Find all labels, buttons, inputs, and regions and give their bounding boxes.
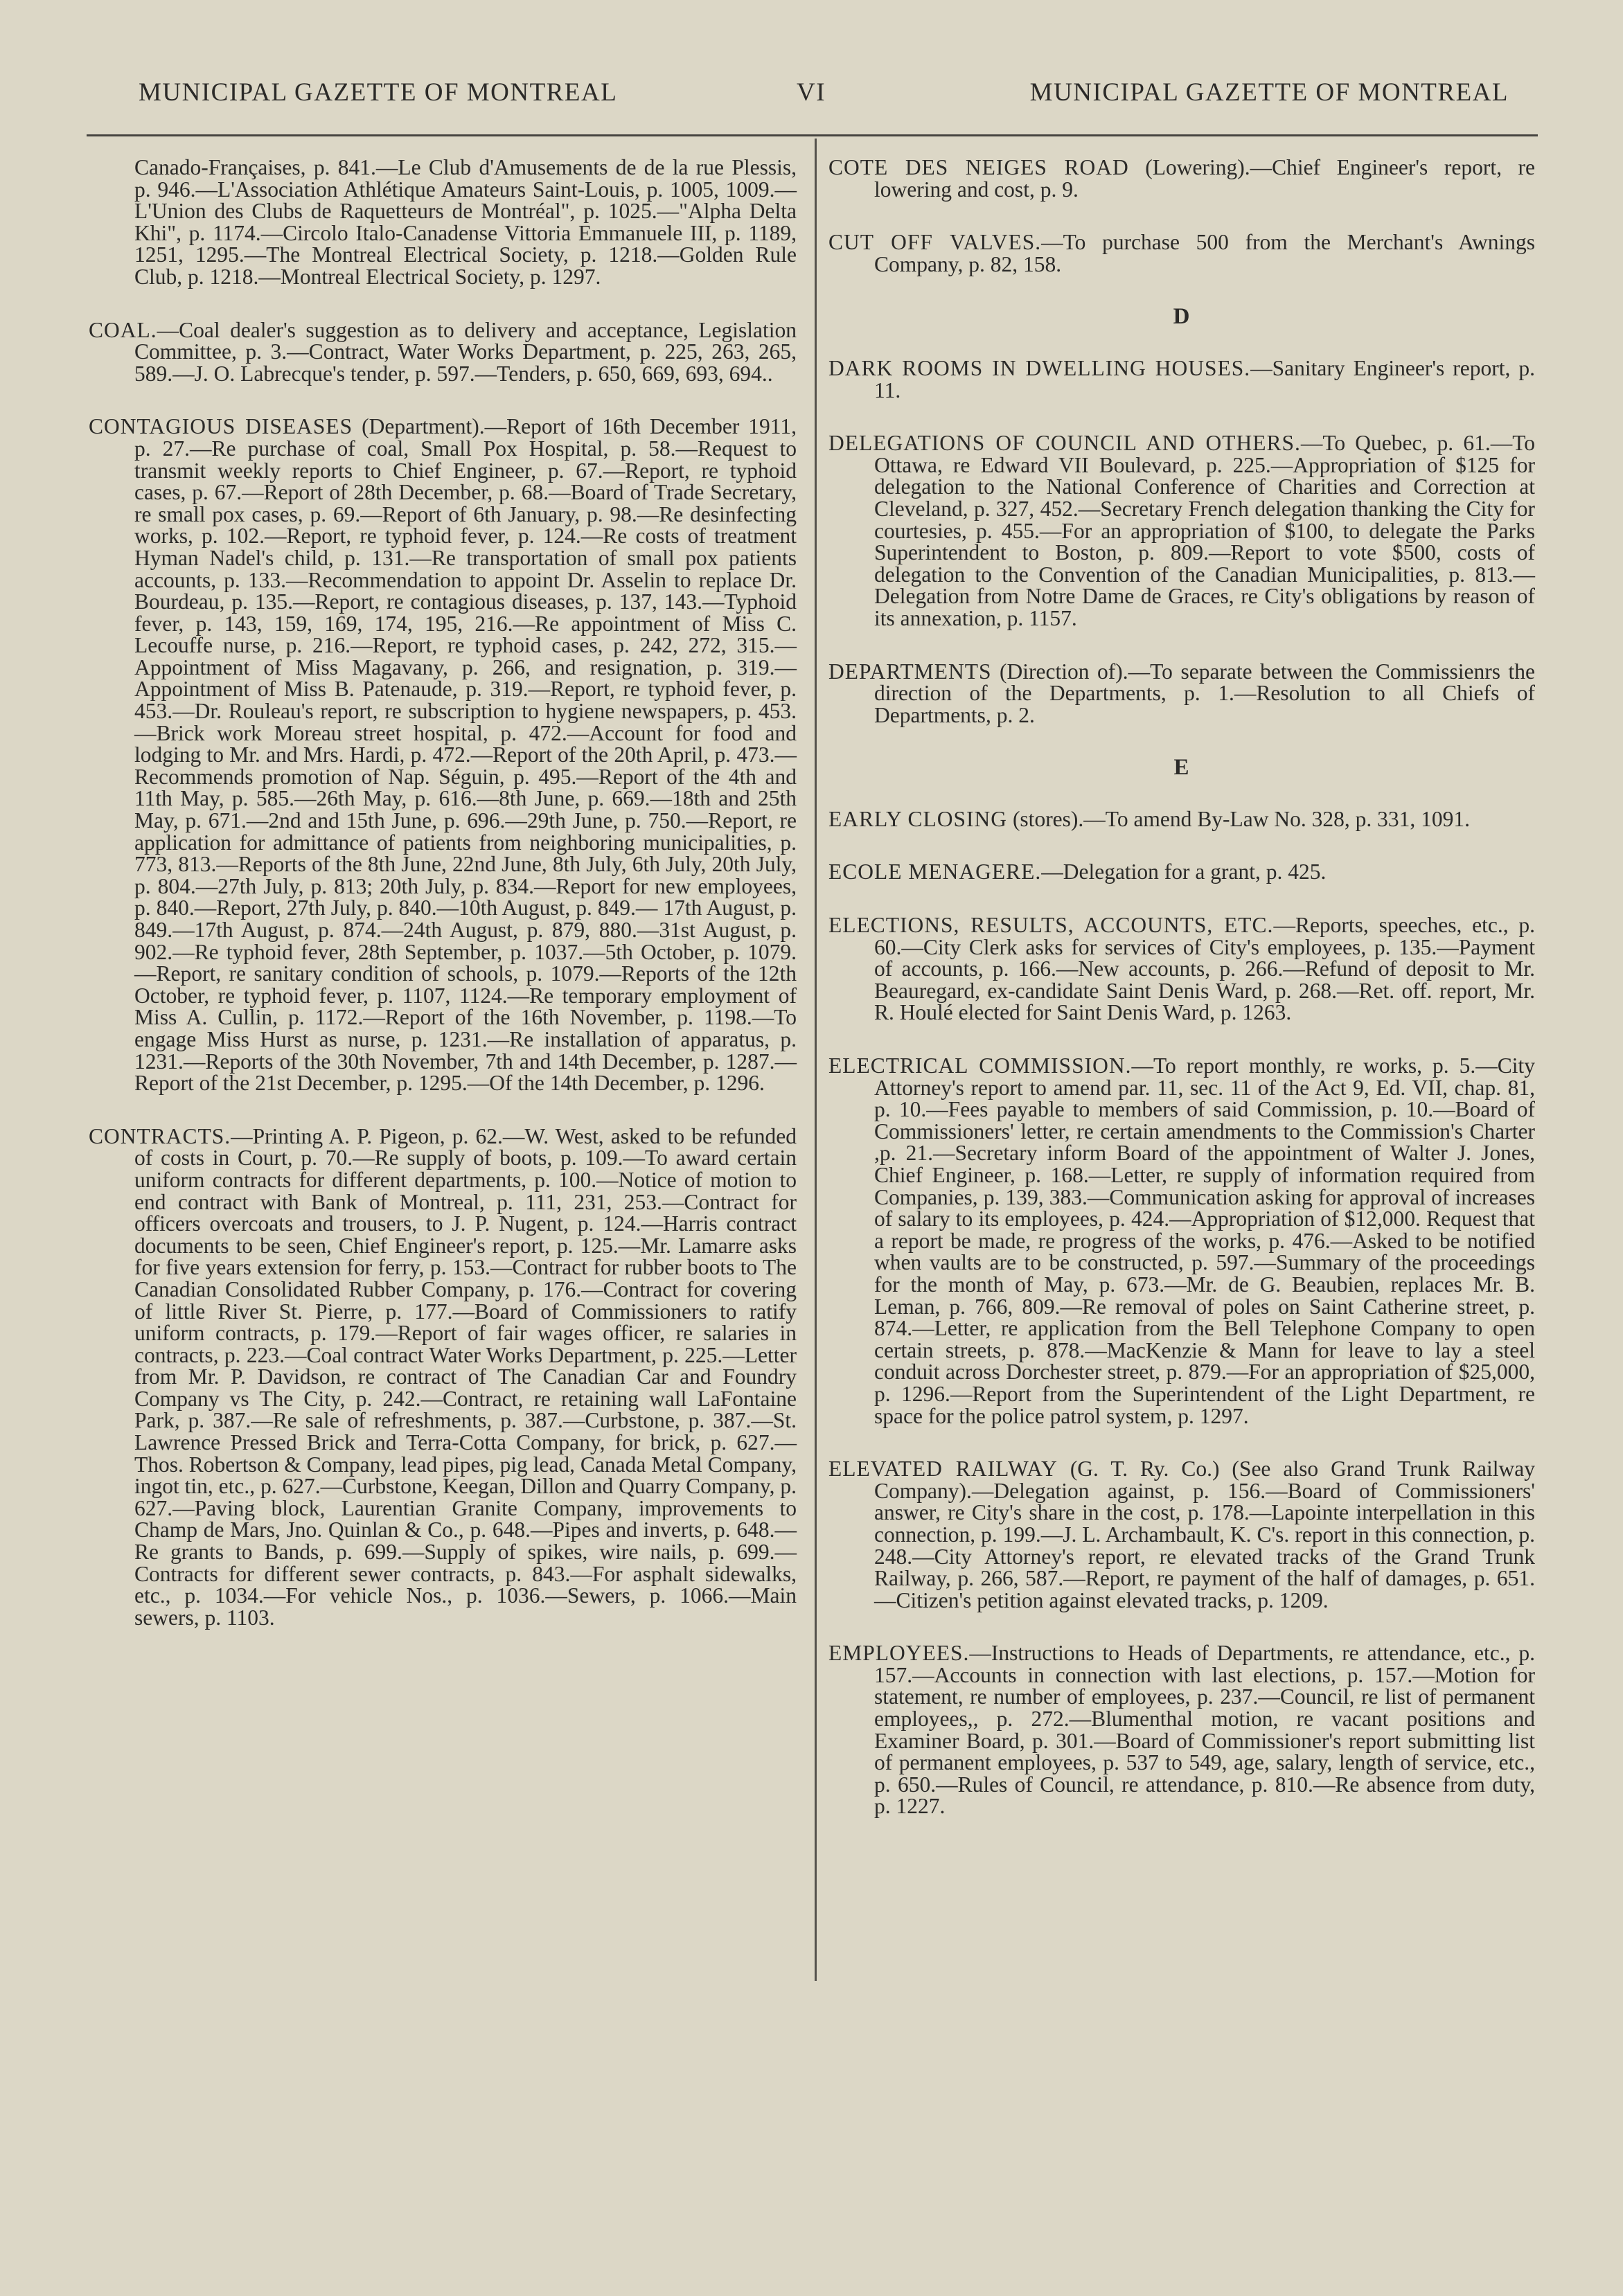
entry-text: —Printing A. P. Pigeon, p. 62.—W. West, asked to be refunded of costs in Court, p. 70.—Re supply of boots, p. 109.—To award certain uniform contracts for different departments, p. 100.—Notice of motion to end contract with Bank of Montreal, p. 111, 231, 253.—Contract for officers overcoats and trousers, to J. P. Nugent, p. 124.—Harris contract documents to be seen, Chief Engineer's report, p. 125.—Mr. Lamarre asks for five years extension for ferry, p. 153.—Contract for rubber boots to The Canadian Consolidated Rubber Company, p. 176.—Contract for covering of little River St. Pierre, p. 177.—Board of Commissioners to ratify uniform contracts, p. 179.—Report of fair wages officer, re salaries in contracts, p. 223.—Coal contract Water Works Department, p. 225.—Letter from Mr. P. Davidson, re contract of The Canadian Car and Foundry Company vs The City, p. 242.—Contract, re retaining wall LaFontaine Park, p. 387.—Re sale of refreshments, p. 387.—Curbstone, p. 387.—St. Lawrence Pressed Brick and Terra-Cotta Company, for brick, p. 627.—Thos. Robertson & Company, lead pipes, pig lead, Canada Metal Company, ingot tin, etc., p. 627.—Curbstone, Keegan, Dillon and Quarry Company, p. 627.—Paving block, Laurentian Granite Company, improvements to Champ de Mars, Jno. Quinlan & Co., p. 648.—Pipes and inverts, p. 648.—Re grants to Bands, p. 699.—Supply of spikes, wire nails, p. 699.—Contracts for different sewer contracts, p. 843.—For asphalt sidewalks, etc., p. 1034.—For vehicle Nos., p. 1036.—Sewers, p. 1066.—Main sewers, p. 1103. — [134, 1123, 797, 1630]
index-entry — [828, 861, 1535, 883]
entry-heading: CONTAGIOUS DISEASES — [89, 414, 353, 439]
entry-text: Canado-Françaises, p. 841.—Le Club d'Amusements de de la rue Plessis, p. 946.—L'Association Athlétique Amateurs Saint-Louis, p. 1005, 1009.—L'Union des Clubs de Raquetteurs de Montréal", p. 1025.—"Alpha Delta Khi", p. 1174.—Circolo Italo-Canadense Vittoria Emmanuele III, p. 1189, 1251, 1295.—The Montreal Electrical Society, p. 1218.—Golden Rule Club, p. 1218.—Montreal Electrical Society, p. 1297. — [134, 155, 797, 289]
entry-text: —To report monthly, re works, p. 5.—City Attorney's report to amend par. 11, sec. 11 of the Act 9, Ed. VII, chap. 81, p. 10.—Fees payable to members of said Commission, p. 10.—Board of Commissioners' letter, re certain amendments to the Commission's Charter ,p. 21.—Secretary inform Board of the appointment of Walter J. Jones, Chief Engineer, p. 168.—Letter, re supply of information required from Companies, p. 139, 383.—Communication asking for approval of increases of salary to its employees, p. 424.—Appropriation of $12,000. Request that a report be made, re progress of the works, p. 476.—Asked to be notified when vaults are to be constructed, p. 597.—Summary of the proceedings for the month of May, p. 673.—Mr. de G. Beaubien, replaces Mr. B. Leman, p. 766, 809.—Re removal of poles on Saint Catherine street, p. 874.—Letter, re application from the Bell Telephone Company to open certain streets, p. 878.—MacKenzie & Mann for leave to lay a steel conduit across Dorchester street, p. 879.—For an appropriation of $25,000, p. 1296.—Report from the Superintendent of the Light Department, re space for the police patrol system, p. 1297. — [874, 1053, 1535, 1428]
right-column — [828, 157, 1535, 1849]
index-entry — [828, 1055, 1535, 1427]
entry-heading: CUT OFF VALVES. — [828, 230, 1042, 255]
index-entry — [89, 157, 797, 288]
entry-heading: ECOLE MENAGERE. — [828, 860, 1042, 884]
column-divider — [815, 139, 817, 1981]
index-entry — [828, 231, 1535, 275]
entry-heading: EARLY CLOSING — [828, 806, 1008, 831]
header-left-title: MUNICIPAL GAZETTE OF MONTREAL — [139, 78, 618, 107]
left-column — [89, 157, 797, 1659]
entry-heading: ELECTIONS, RESULTS, ACCOUNTS, ETC. — [828, 913, 1274, 938]
entry-heading: DEPARTMENTS — [828, 659, 992, 684]
index-entry — [828, 808, 1535, 830]
entry-text: —Sanitary Engineer's report, p. 11. — [874, 355, 1535, 402]
index-entry — [89, 416, 797, 1094]
entry-heading: DELEGATIONS OF COUNCIL AND OTHERS. — [828, 431, 1301, 456]
entry-text: —Instructions to Heads of Departments, re attendance, etc., p. 157.—Accounts in connection with last elections, p. 157.—Motion for statement, re number of employees, p. 237.—Council, re list of permanent employees,, p. 272.—Blumenthal motion, re vacant positions and Examiner Board, p. 301.—Board of Commissioner's report submitting list of permanent employees, p. 537 to 549, age, salary, length of service, etc., p. 650.—Rules of Council, re attendance, p. 810.—Re absence from duty, p. 1227. — [874, 1641, 1535, 1819]
entry-heading: DARK ROOMS IN DWELLING HOUSES. — [828, 355, 1251, 380]
entry-text: (G. T. Ry. Co.) (See also Grand Trunk Railway Company).—Delegation against, p. 156.—Board of Commissioners' answer, re City's share in the cost, p. 178.—Lapointe interpellation in this connection, p. 199.—J. L. Archambault, K. C's. report in this connection, p. 248.—City Attorney's report, re elevated tracks of the Grand Trunk Railway, p. 266, 587.—Report, re payment of the half of damages, p. 651.—Citizen's petition against elevated tracks, p. 1209. — [874, 1457, 1535, 1612]
header-rule — [87, 134, 1538, 136]
entry-heading: CONTRACTS. — [89, 1123, 231, 1148]
entry-text: (Lowering).—Chief Engineer's report, re lowering and cost, p. 9. — [874, 155, 1535, 202]
entry-text: —Delegation for a grant, p. 425. — [1041, 860, 1327, 884]
index-entry — [828, 1458, 1535, 1611]
entry-heading: EMPLOYEES. — [828, 1641, 970, 1666]
entry-text: —To purchase 500 from the Merchant's Awnings Company, p. 82, 158. — [874, 230, 1535, 276]
index-entry — [89, 1125, 797, 1629]
index-entry — [828, 914, 1535, 1024]
entry-heading: ELECTRICAL COMMISSION. — [828, 1053, 1132, 1078]
index-entry — [828, 661, 1535, 727]
index-entry — [828, 357, 1535, 401]
entry-text: —To Quebec, p. 61.—To Ottawa, re Edward VII Boulevard, p. 225.—Appropriation of $125 for delegation to the National Conference of Charities and Correction at Cleveland, p. 327, 452.—Secretary French delegation thanking the City for courtesies, p. 455.—For an appropriation of $100, to delegate the Parks Superintendent to Boston, p. 809.—Report to vote $500, costs of delegation to the Convention of the Canadian Municipalities, p. 813.—Delegation from Notre Dame de Graces, re City's obligations by reason of its annexation, p. 1157. — [874, 431, 1535, 630]
entry-heading: COTE DES NEIGES ROAD — [828, 155, 1129, 179]
entry-heading: COAL. — [89, 317, 157, 342]
entry-text: (stores).—To amend By-Law No. 328, p. 331, 1091. — [1007, 806, 1471, 831]
page-number: VI — [797, 78, 826, 107]
page-header — [83, 78, 1540, 119]
section-letter: D — [1173, 304, 1191, 330]
entry-heading: ELEVATED RAILWAY — [828, 1457, 1058, 1481]
index-entry — [828, 157, 1535, 200]
entry-text: (Department).—Report of 16th December 1911, p. 27.—Re purchase of coal, Small Pox Hospital, p. 58.—Request to transmit weekly reports to Chief Engineer, p. 67.—Report, re typhoid cases, p. 67.—Report of 28th December, p. 68.—Board of Trade Secretary, re small pox cases, p. 69.—Report of 6th January, p. 98.—Re desinfecting works, p. 102.—Report, re typhoid fever, p. 124.—Re costs of treatment Hyman Nadel's child, p. 131.—Re transportation of small pox patients accounts, p. 133.—Recommendation to appoint Dr. Asselin to replace Dr. Bourdeau, p. 135.—Report, re contagious diseases, p. 137, 143.—Typhoid fever, p. 143, 159, 169, 174, 195, 216.—Re appointment of Miss C. Lecouffe nurse, p. 216.—Report, re typhoid cases, p. 242, 272, 315.—Appointment of Miss Magavany, p. 266, and resignation, p. 319.—Appointment of Miss B. Patenaude, p. 319.—Report, re typhoid fever, p. 453.—Dr. Rouleau's report, re subscription to hygiene newspapers, p. 453.—Brick work Moreau street hospital, p. 472.—Account for food and lodging to Mr. and Mrs. Hardi, p. 472.—Report of the 20th April, p. 473.—Recommends promotion of Nap. Séguin, p. 495.—Report of the 4th and 11th May, p. 585.—26th May, p. 616.—8th June, p. 669.—18th and 25th May, p. 671.—2nd and 15th June, p. 696.—29th June, p. 750.—Report, re application for admittance of patients from neighboring municipalities, p. 773, 813.—Reports of the 8th June, 22nd June, 8th July, 6th July, 20th July, p. 804.—27th July, p. 813; 20th July, p. 834.—Report for new employees, p. 840.—Report, 27th July, p. 840.—10th August, p. 849.— 17th August, p. 849.—17th August, p. 874.—24th August, p. 879, 880.—31st August, p. 902.—Re typhoid fever, 28th September, p. 1037.—5th October, p. 1079.—Report, re sanitary condition of schools, p. 1079.—Reports of the 12th October, re typhoid fever, p. 1107, 1124.—Re temporary employment of Miss A. Cullin, p. 1172.—Report of the 16th November, p. 1198.—To engage Miss Hurst as nurse, p. 1231.—Re installation of apparatus, p. 1231.—Reports of the 30th November, 7th and 14th December, p. 1287.—Report of the 21st December, p. 1295.—Of the 14th December, p. 1296. — [134, 414, 797, 1096]
index-entry — [828, 1642, 1535, 1817]
section-letter: E — [1173, 755, 1190, 781]
index-entry — [89, 319, 797, 385]
entry-text: —Coal dealer's suggestion as to delivery and acceptance, Legislation Committee, p. 3.—Contract, Water Works Department, p. 225, 263, 265, 589.—J. O. Labrecque's tender, p. 597.—Tenders, p. 650, 669, 693, 694.. — [134, 317, 797, 386]
entry-text: —Reports, speeches, etc., p. 60.—City Clerk asks for services of City's employees, p. 135.—Payment of accounts, p. 166.—New accounts, p. 266.—Refund of deposit to Mr. Beauregard, ex-candidate Saint Denis Ward, p. 268.—Ret. off. report, Mr. R. Houlé elected for Saint Denis Ward, p. 1263. — [874, 913, 1535, 1025]
header-right-title: MUNICIPAL GAZETTE OF MONTREAL — [1029, 78, 1509, 107]
entry-text: (Direction of).—To separate between the Commissienrs the direction of the Departments, p. 1.—Resolution to all Chiefs of Departments, p. 2. — [874, 659, 1535, 727]
index-entry — [828, 432, 1535, 629]
